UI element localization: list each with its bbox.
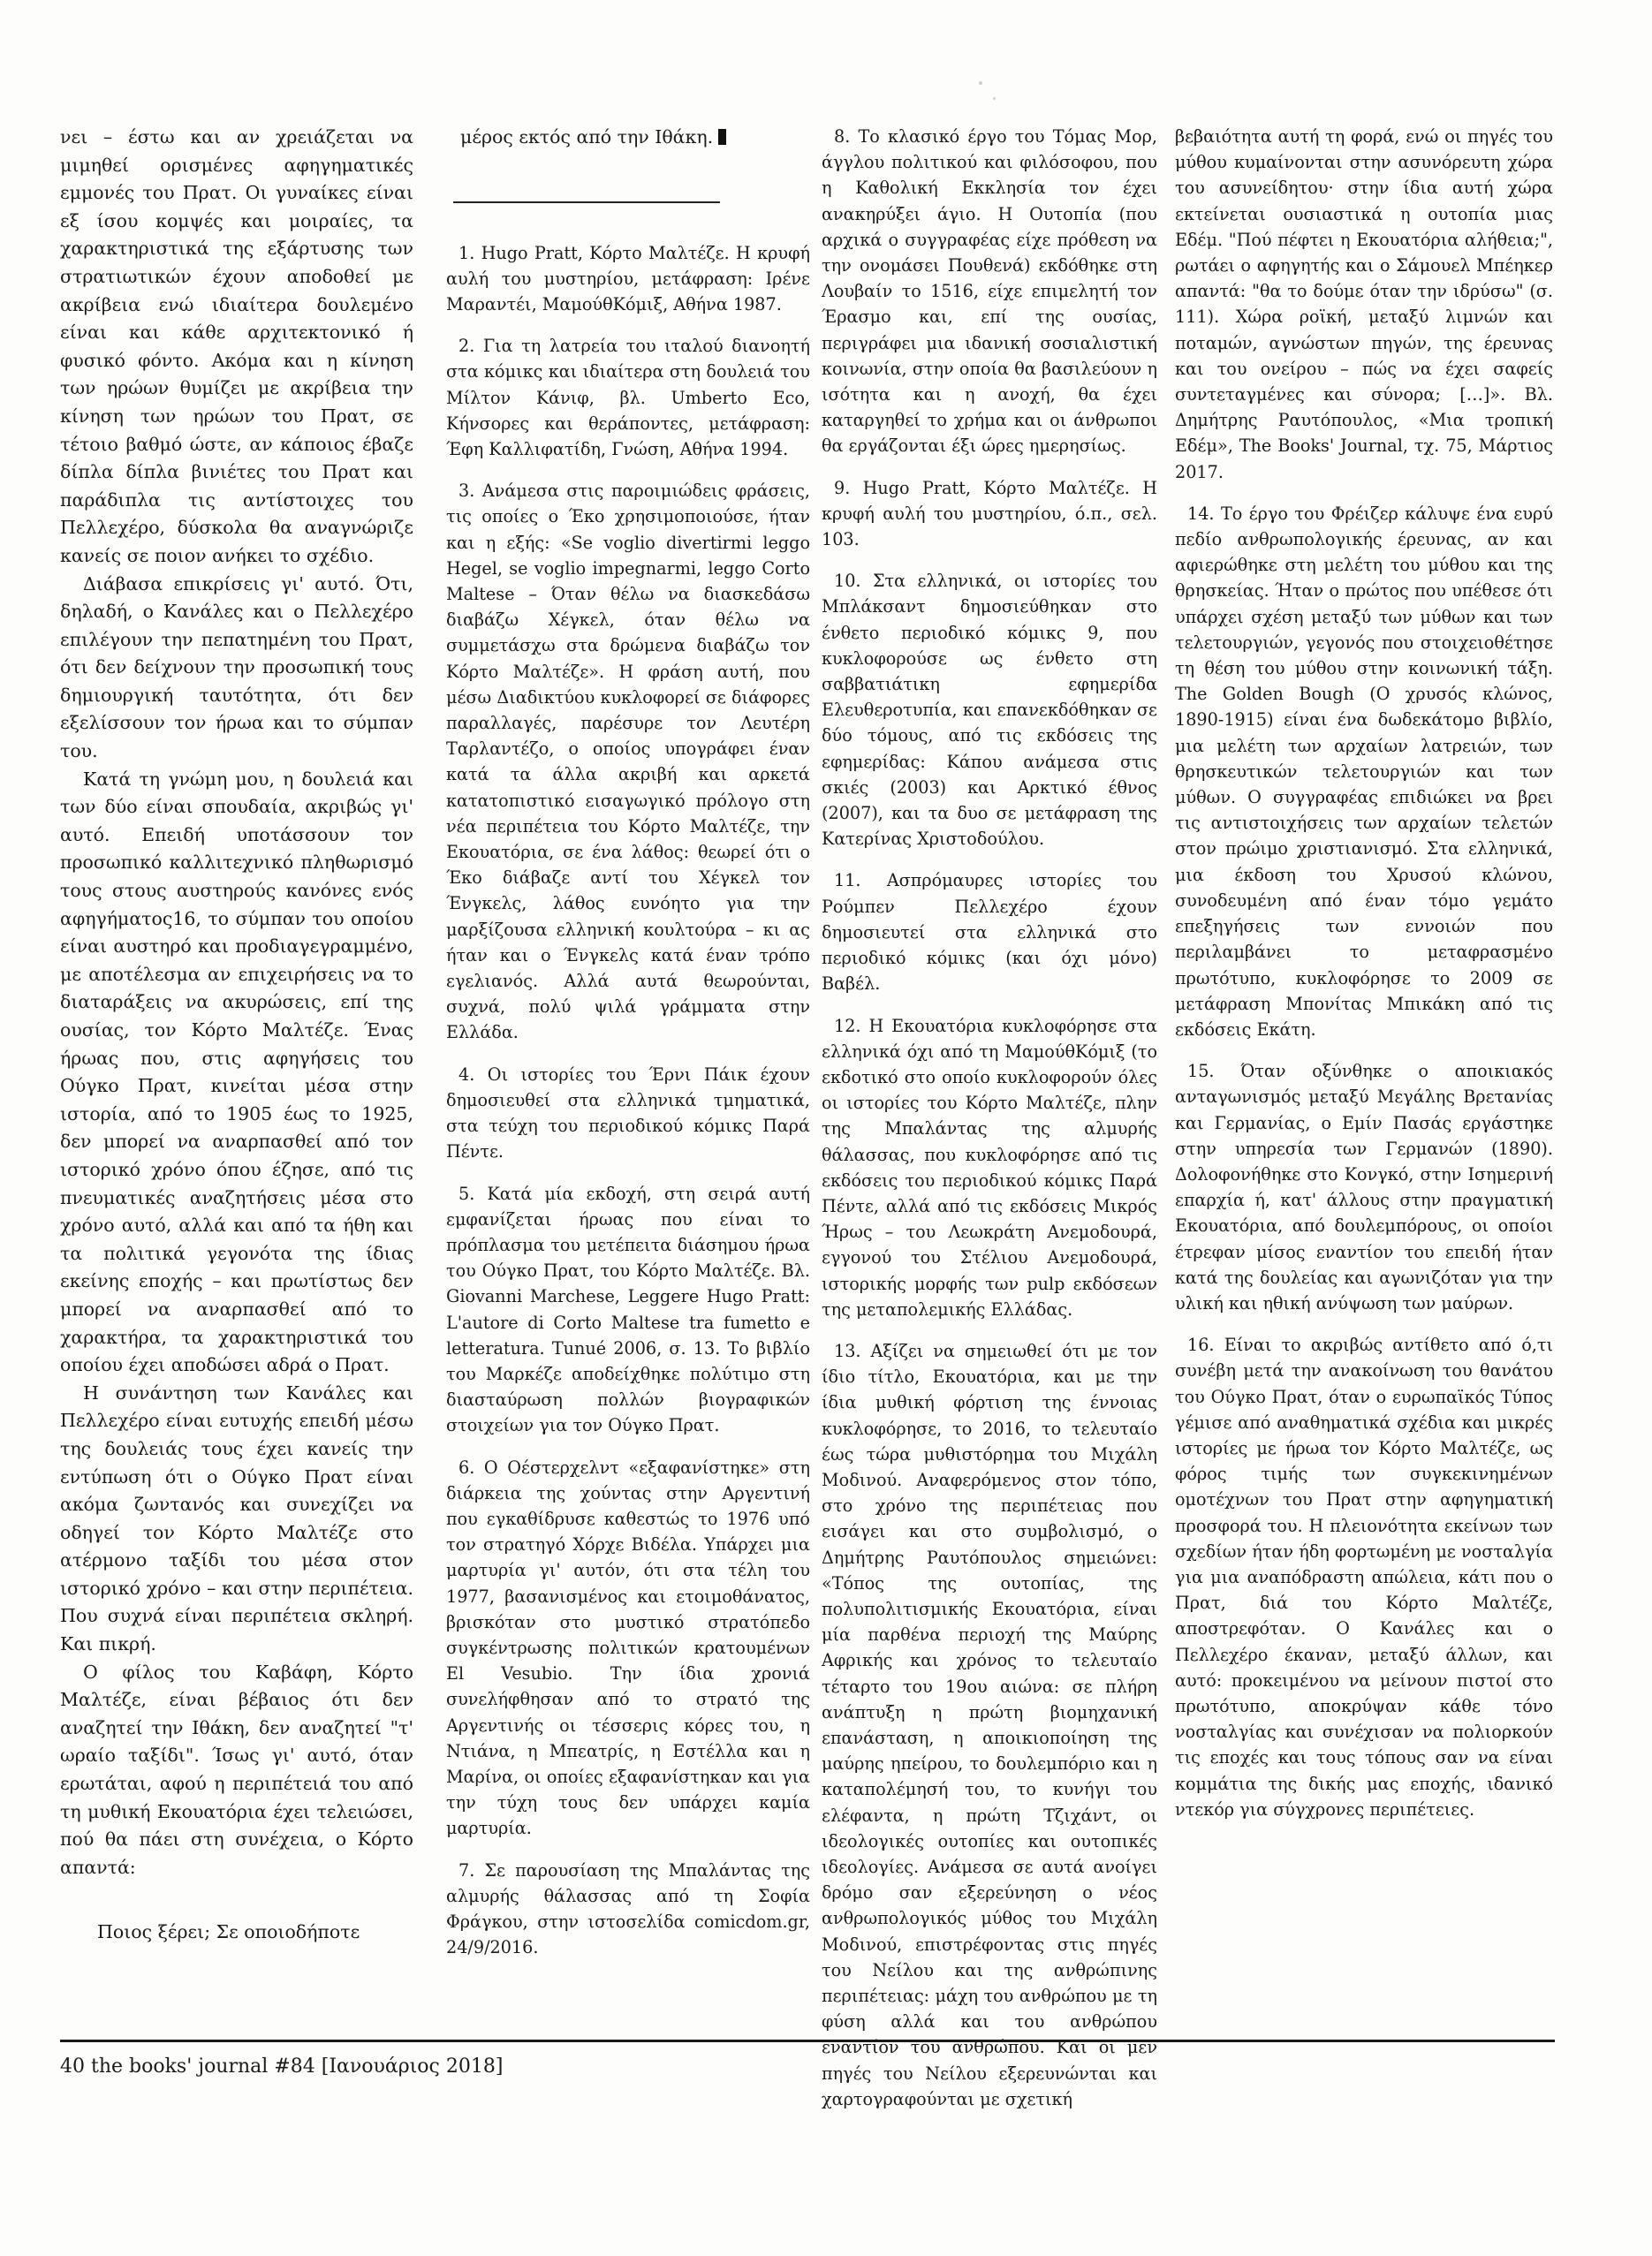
- footnote: 7. Σε παρουσίαση της Μπαλάντας της αλμυρής θάλασσας από τη Σοφία Φράγκου, στην ιστοσελίδα comicdom.gr, 24/9/2016.: [446, 1859, 810, 1958]
- footnote-divider: [453, 201, 720, 203]
- footnote: 14. Το έργο του Φρέιζερ κάλυψε ένα ευρύ πεδίο ανθρωπολογικής έρευνας, αν και αφιερώθηκε στη μελέτη του μύθου και της θρησκείας. Ήταν ο πρώτος που υπέθεσε ότι υπάρχει σχέση μεταξύ των μύθων και των τελετουργιών, γεγονός που στοιχειοθέτησε τη θέση του μύθου στην κοινωνική τάξη. The Golden Bough (Ο χρυσός κλώνος, 1890-1915) είναι ένα δωδεκάτομο βιβλίο, μια μελέτη των αρχαίων λατρειών, των θρησκευτικών τελετουργιών και των μύθων. Ο συγγραφέας επιδιώκει να βρει τις αντιστοιχήσεις των αρχαίων τελετών στον πρώιμο χριστιανισμό. Στα ελληνικά, μια έκδοση του Χρυσού κλώνου, συνοδευμένη από έναν τόμο γεμάτο επεξηγήσεις των εννοιών που περιλαμβάνει το μεταφρασμένο πρωτότυπο, κυκλοφόρησε το 2009 σε μετάφραση Μπονίτας Μπικάκη από τις εκδόσεις Εκάτη.: [1175, 503, 1553, 1040]
- paragraph: Η συνάντηση των Κανάλες και Πελλεχέρο είναι ευτυχής επειδή μέσω της δουλειάς τους έχει κανείς την εντύπωση ότι ο Ούγκο Πρατ είναι ακόμα ζωντανός και συνεχίζει να οδηγεί τον Κόρτο Μαλτέζε στο ατέρμονο ταξίδι του μέσα στον ιστορικό χρόνο – και στην περιπέτεια. Που συχνά είναι περιπέτεια σκληρή. Και πικρή.: [60, 1382, 413, 1655]
- footnote: 13. Αξίζει να σημειωθεί ότι με τον ίδιο τίτλο, Εκουατόρια, και με την ίδια μυθική φόρτιση της έννοιας κυκλοφόρησε, το 2016, το τελευταίο έως τώρα μυθιστόρημα του Μιχάλη Μοδινού. Αναφερόμενος στον τόπο, στο χρόνο της περιπέτειας που εισάγει και στο συμβολισμό, ο Δημήτρης Ραυτόπουλος σημειώνει: «Τόπος της ουτοπίας, της πολυπολιτισμικής Εκουατόρια, είναι μία παρθένα περιοχή της Μαύρης Αφρικής και χρόνος το τελευταίο τέταρτο του 19ου αιώνα: σε πλήρη ανάπτυξη η πρώτη βιομηχανική επανάσταση, η αποικιοποίηση της μαύρης ηπείρου, το δουλεμπόριο και η καταπολέμησή του, το κυνήγι του ελέφαντα, η πρώτη Τζιχάντ, οι ιδεολογικές ουτοπίες και ουτοπικές ιδεολογίες. Ανάμεσα σε αυτά ανοίγει δρόμο σαν εξερεύνηση ο νέος ανθρωπολογικός μύθος του Μιχάλη Μοδινού, επιστρέφοντας στις πηγές του Νείλου και της ανθρώπινης περιπέτειας: μάχη του ανθρώπου με τη φύση αλλά και του ανθρώπου εναντίον του ανθρώπου. Και οι μεν πηγές του Νείλου εξερευνώνται και χαρτογραφούνται με σχετική: [822, 1340, 1157, 2109]
- footnote: 11. Ασπρόμαυρες ιστορίες του Ρούμπεν Πελλεχέρο έχουν δημοσιευτεί στα ελληνικά στο περιοδικό κόμικς (και όχι μόνο) Βαβέλ.: [822, 870, 1157, 995]
- end-of-article-mark: [718, 129, 726, 145]
- article-end-line: [446, 124, 810, 152]
- closing-quote: Ποιος ξέρει; Σε οποιοδήποτε: [97, 1921, 360, 1943]
- paragraph: Ο φίλος του Καβάφη, Κόρτο Μαλτέζε, είναι βέβαιος ότι δεν αναζητεί την Ιθάκη, δεν αναζητεί "τ' ωραίο ταξίδι". Ίσως γι' αυτό, όταν ερωτάται, αφού η περιπέτειά του από τη μυθική Εκουατόρια έχει τελειώσει, πού θα πάει στη συνέχεια, ο Κόρτο απαντά:: [60, 1661, 413, 1878]
- paragraph: Διάβασα επικρίσεις γι' αυτό. Ότι, δηλαδή, ο Κανάλες και ο Πελλεχέρο επιλέγουν την πεπατημένη του Πρατ, ότι δεν δείχνουν την προσωπική τους δημιουργική ταυτότητα, ότι δεν εξελίσσουν τον ήρωα και το σύμπαν του.: [60, 572, 413, 762]
- footer-rule: [60, 2040, 1555, 2042]
- paragraph: Κατά τη γνώμη μου, η δουλειά και των δύο είναι σπουδαία, ακριβώς γι' αυτό. Επειδή υποτάσσουν τον προσωπικό καλλιτεχνικό πληθωρισμό τους στους αυστηρούς κανόνες ενός αφηγήματος16, το σύμπαν του οποίου είναι αυστηρό και προδιαγεγραμμένο, με αποτέλεσμα αν επιχειρήσεις να το διαταράξεις να ακυρώσεις, επί της ουσίας, τον Κόρτο Μαλτέζε. Ένας ήρωας που, στις αφηγήσεις του Ούγκο Πρατ, κινείται μέσα στην ιστορία, από το 1905 έως το 1925, δεν μπορεί να αναρπασθεί από τον ιστορικό χρόνο όπου έζησε, από τις πνευματικές αναζητήσεις μέσα στο χρόνο αυτό, αλλά και από τα ήθη και τα πολιτικά γεγονότα της ίδιας εκείνης εποχής – και πρωτίστως δεν μπορεί να αναρπασθεί από το χαρακτήρα, τα χαρακτηριστικά του οποίου έχει αποδώσει αδρά ο Πρατ.: [60, 768, 413, 1376]
- footnote: 1. Hugo Pratt, Κόρτο Μαλτέζε. Η κρυφή αυλή του μυστηρίου, μετάφραση: Ιρένε Μαραντέι, ΜαμούθΚόμιξ, Αθήνα 1987.: [446, 242, 810, 314]
- footnote: 2. Για τη λατρεία του ιταλού διανοητή στα κόμικς και ιδιαίτερα στη δουλειά του Μίλτον Κάνιφ, βλ. Umberto Eco, Κήνσορες και θεράποντες, μετάφραση: Έφη Καλλιφατίδη, Γνώση, Αθήνα 1994.: [446, 336, 810, 460]
- footnote-continued: βεβαιότητα αυτή τη φορά, ενώ οι πηγές του μύθου κυμαίνονται στην ασυνόρευτη χώρα του ασυνείδητου· στην ίδια αυτή χώρα εκτείνεται ουσιαστικά η ουτοπία μιας Εδέμ. "Πού πέφτει η Εκουατόρια αλήθεια;", ρωτάει ο αφηγητής και ο Σάμουελ Μπέηκερ απαντά: "θα το δούμε όταν την ιδρύσω" (σ. 111). Χώρα ροϊκή, μεταξύ λιμνών και ποταμών, αγνώστων πηγών, της έρευνας και του ονείρου – πώς να έχει σαφείς συντεταγμένες και σύνορα; […]». Βλ. Δημήτρης Ραυτόπουλος, «Μια τροπική Εδέμ», The Books' Journal, τχ. 75, Μάρτιος 2017.: [1175, 126, 1553, 482]
- end-line-text: μέρος εκτός από την Ιθάκη.: [460, 126, 714, 148]
- footnote: 4. Οι ιστορίες του Έρνι Πάικ έχουν δημοσιευθεί στα ελληνικά τμηματικά, στα τεύχη του περιοδικού κόμικς Παρά Πέντε.: [446, 1064, 810, 1162]
- page-footer: 40 the books' journal #84 [Ιανουάριος 2018]: [60, 2055, 504, 2078]
- column-2: [446, 124, 810, 1976]
- footnote: 8. Το κλασικό έργο του Τόμας Μορ, άγγλου πολιτικού και φιλόσοφου, που η Καθολική Εκκλησία τον έχει ανακηρύξει άγιο. Η Ουτοπία (που αρχικά ο συγγραφέας είχε πρόθεση να την ονομάσει Πουθενά) εκδόθηκε στη Λουβαίν το 1516, είχε επιμελητή τον Έρασμο και, επί της ουσίας, περιγράφει μια ιδανική σοσιαλιστική κοινωνία, στην οποία θα βασιλεύουν η ισότητα και η ανοχή, θα έχει καταργηθεί το χρήμα και οι άνθρωποι θα εργάζονται έξι ώρες ημερησίως.: [822, 126, 1157, 457]
- column-1: [60, 124, 413, 1947]
- footnote: 16. Είναι το ακριβώς αντίθετο από ό,τι συνέβη μετά την ανακοίνωση του θανάτου του Ούγκο Πρατ, όταν ο ευρωπαϊκός Τύπος γέμισε από αναθηματικά σχέδια και μικρές ιστορίες με ήρωα τον Κόρτο Μαλτέζε, ως φόρος τιμής των συγκεκινημένων ομοτέχνων του Πρατ στην αφηγηματική προσφορά του. Η πλειονότητα εκείνων των σχεδίων ήταν ήδη φορτωμένη με νοσταλγία για μια αναπόδραστη απώλεια, κάτι που ο Πρατ, διά του Κόρτο Μαλτέζε, αποστρεφόταν. Ο Κανάλες και ο Πελλεχέρο έκαναν, μεταξύ άλλων, και αυτό: προκειμένου να μείνουν πιστοί στο πρωτότυπο, αποκρύψαν κάθε τόνο νοσταλγίας και συνέχισαν να πολιορκούν τις εποχές και τους τόπους σαν να είναι κομμάτια της δικής μας εποχής, ιδανικό ντεκόρ για σύγχρονες περιπέτειες.: [1175, 1335, 1553, 1820]
- print-speck: [979, 81, 982, 85]
- column-3: [822, 124, 1157, 2128]
- footnote: 6. Ο Οέστερχελντ «εξαφανίστηκε» στη διάρκεια της χούντας στην Αργεντινή που εγκαθίδρυσε καθεστώς το 1976 υπό τον στρατηγό Χόρχε Βιδέλα. Υπάρχει μια μαρτυρία γι' αυτόν, ότι στα τέλη του 1977, βασανισμένος και ετοιμοθάνατος, βρισκόταν στο μυστικό στρατόπεδο συγκέντρωσης πολιτικών κρατουμένων El Vesubio. Την ίδια χρονιά συνελήφθησαν από το στρατό της Αργεντινής οι τέσσερις κόρες του, η Ντιάνα, η Μπεατρίς, η Εστέλλα και η Μαρίνα, οι οποίες εξαφανίστηκαν και για την τύχη τους δεν υπάρχει καμία μαρτυρία.: [446, 1457, 810, 1839]
- paragraph: νει – έστω και αν χρειάζεται να μιμηθεί ορισμένες αφηγηματικές εμμονές του Πρατ. Οι γυναίκες είναι εξ ίσου κομψές και μοιραίες, τα χαρακτηριστικά της εξάρτυσης των στρατιωτικών έχουν αποδοθεί με ακρίβεια ενώ ιδιαίτερα δουλεμένο είναι και κάθε αρχιτεκτονικό ή φυσικό φόντο. Ακόμα και η κίνηση των ηρώων θυμίζει με ακρίβεια την κίνηση των ηρώων του Πρατ, σε τέτοιο βαθμό ώστε, αν κάποιος έβαζε δίπλα δίπλα βινιέτες του Πρατ και παράδιπλα τις αντίστοιχες του Πελλεχέρο, δύσκολα θα αναγνώριζε κανείς σε ποιον ανήκει το σχέδιο.: [60, 126, 413, 566]
- footnote: 15. Όταν οξύνθηκε ο αποικιακός ανταγωνισμός μεταξύ Μεγάλης Βρετανίας και Γερμανίας, ο Εμίν Πασάς εργάστηκε στην υπηρεσία των Γερμανών (1890). Δολοφονήθηκε στο Κονγκό, στην Ισημερινή επαρχία ή, κατ' άλλους στην πραγματική Εκουατόρια, από δουλεμπόρους, οι οποίοι έτρεφαν μίσος εναντίον του επειδή ήταν κατά της δουλείας και αγωνιζόταν για την υλική και ηθική ανύψωση των μαύρων.: [1175, 1061, 1553, 1313]
- footnote: 9. Hugo Pratt, Κόρτο Μαλτέζε. Η κρυφή αυλή του μυστηρίου, ό.π., σελ. 103.: [822, 477, 1157, 550]
- footnote: 12. Η Εκουατόρια κυκλοφόρησε στα ελληνικά όχι από τη ΜαμούθΚόμιξ (το εκδοτικό στο οποίο κυκλοφορούν όλες οι ιστορίες του Κόρτο Μαλτέζε, πλην της Μπαλάντας της αλμυρής θάλασσας, που κυκλοφόρησε από τις εκδόσεις του περιοδικού κόμικς Παρά Πέντε, αλλά από τις εκδόσεις Μικρός Ήρως – του Λεωκράτη Ανεμοδουρά, εγγονού του Στέλιου Ανεμοδουρά, ιστορικής μορφής των pulp εκδόσεων της μεταπολεμικής Ελλάδας.: [822, 1015, 1157, 1320]
- print-speck: [993, 97, 996, 100]
- footnote: 5. Κατά μία εκδοχή, στη σειρά αυτή εμφανίζεται ήρωας που είναι το πρόπλασμα του μετέπειτα διάσημου ήρωα του Ούγκο Πρατ, του Κόρτο Μαλτέζε. Βλ. Giovanni Marchese, Leggere Hugo Pratt: L'autore di Corto Maltese tra fumetto e letteratura. Tunué 2006, σ. 13. Το βιβλίο του Μαρκέζε αποδείχθηκε πολύτιμο στη διασταύρωση πολλών βιογραφικών στοιχείων για τον Ούγκο Πρατ.: [446, 1183, 810, 1436]
- column-4: [1175, 124, 1553, 1838]
- footnote: 3. Ανάμεσα στις παροιμιώδεις φράσεις, τις οποίες ο Έκο χρησιμοποιούσε, ήταν και η εξής: «Se voglio divertirmi leggo Hegel, se voglio impegnarmi, leggo Corto Maltese – Όταν θέλω να διασκεδάσω διαβάζω Χέγκελ, όταν θέλω να συμμετάσχω στα δρώμενα διαβάζω τον Κόρτο Μαλτέζε». Η φράση αυτή, που μέσω Διαδικτύου κυκλοφορεί σε διάφορες παραλλαγές, παρέσυρε τον Λευτέρη Ταρλαντέζο, ο οποίος υπογράφει έναν κατά τα άλλα ακριβή και αρκετά κατατοπιστικό εισαγωγικό πρόλογο στη νέα περιπέτεια του Κόρτο Μαλτέζε, την Εκουατόρια, σε ένα λάθος: θεωρεί ότι ο Έκο διάβαζε αντί του Χέγκελ τον Ένγκελς, λάθος ευνόητο για την μαρξίζουσα ελληνική κουλτούρα – κι ας ήταν και ο Ένγκελς κατά έναν τρόπο εγελιανός. Αλλά αυτά θεωρούνται, συχνά, πολύ ψιλά γράμματα στην Ελλάδα.: [446, 481, 810, 1043]
- footnote: 10. Στα ελληνικά, οι ιστορίες του Μπλάκσαντ δημοσιεύθηκαν στο ένθετο περιοδικό κόμικς 9, που κυκλοφορούσε ως ένθετο στη σαββατιάτικη εφημερίδα Ελευθεροτυπία, και επανεκδόθηκαν σε δύο τόμους, από τις εκδόσεις της εφημερίδας: Κάπου ανάμεσα στις σκιές (2003) και Αρκτικό έθνος (2007), και τα δυο σε μετάφραση της Κατερίνας Χριστοδούλου.: [822, 571, 1157, 850]
